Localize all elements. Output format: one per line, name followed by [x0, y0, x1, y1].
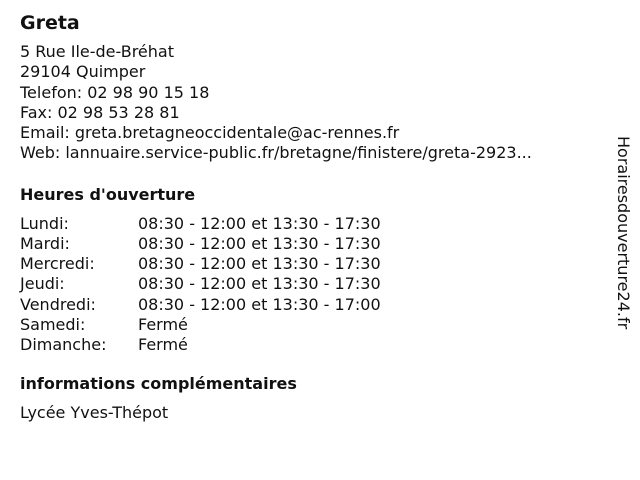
email-label: Email: [20, 123, 75, 143]
hours-row-friday [20, 295, 600, 315]
day-label: Mercredi: [20, 254, 95, 274]
day-label: Vendredi: [20, 294, 96, 314]
day-label: Samedi: [20, 314, 86, 334]
hours-row-wednesday [20, 254, 600, 274]
time-range: 08:30 - 12:00 et 13:30 - 17:30 [138, 233, 381, 253]
business-name: Greta [20, 12, 80, 34]
hours-row-thursday [20, 274, 600, 294]
email-link[interactable]: greta.bretagneoccidentale@ac-rennes.fr [74, 123, 400, 143]
address-city: 29104 Quimper [20, 62, 146, 82]
hours-row-monday [20, 214, 600, 234]
time-range: 08:30 - 12:00 et 13:30 - 17:30 [138, 274, 381, 294]
day-label: Lundi: [20, 213, 69, 233]
web-row [20, 143, 600, 163]
hours-row-sunday [20, 335, 600, 355]
day-label: Mardi: [20, 233, 70, 253]
phone-number: Telefon: 02 98 90 15 18 [20, 82, 210, 102]
opening-hours-table [20, 214, 600, 355]
web-label: Web: [20, 143, 66, 163]
site-watermark: Horairesdouverture24.fr [614, 136, 633, 330]
address-street: 5 Rue Ile-de-Bréhat [20, 42, 174, 61]
time-range: 08:30 - 12:00 et 13:30 - 17:30 [138, 213, 381, 233]
email-row [20, 123, 600, 143]
day-label: Jeudi: [20, 274, 65, 294]
business-card [20, 10, 600, 424]
day-label: Dimanche: [20, 335, 107, 354]
opening-hours-heading: Heures d'ouverture [20, 184, 196, 204]
time-range: Fermé [138, 335, 188, 354]
fax-number: Fax: 02 98 53 28 81 [20, 102, 180, 122]
time-range: 08:30 - 12:00 et 13:30 - 17:00 [138, 294, 381, 314]
web-link[interactable]: lannuaire.service-public.fr/bretagne/finistere/greta-2923... [65, 143, 532, 163]
hours-row-saturday [20, 315, 600, 335]
additional-info-text: Lycée Yves-Thépot [20, 403, 169, 423]
time-range: Fermé [138, 314, 188, 334]
time-range: 08:30 - 12:00 et 13:30 - 17:30 [138, 254, 381, 274]
hours-row-tuesday [20, 234, 600, 254]
additional-info-heading: informations complémentaires [20, 374, 297, 394]
